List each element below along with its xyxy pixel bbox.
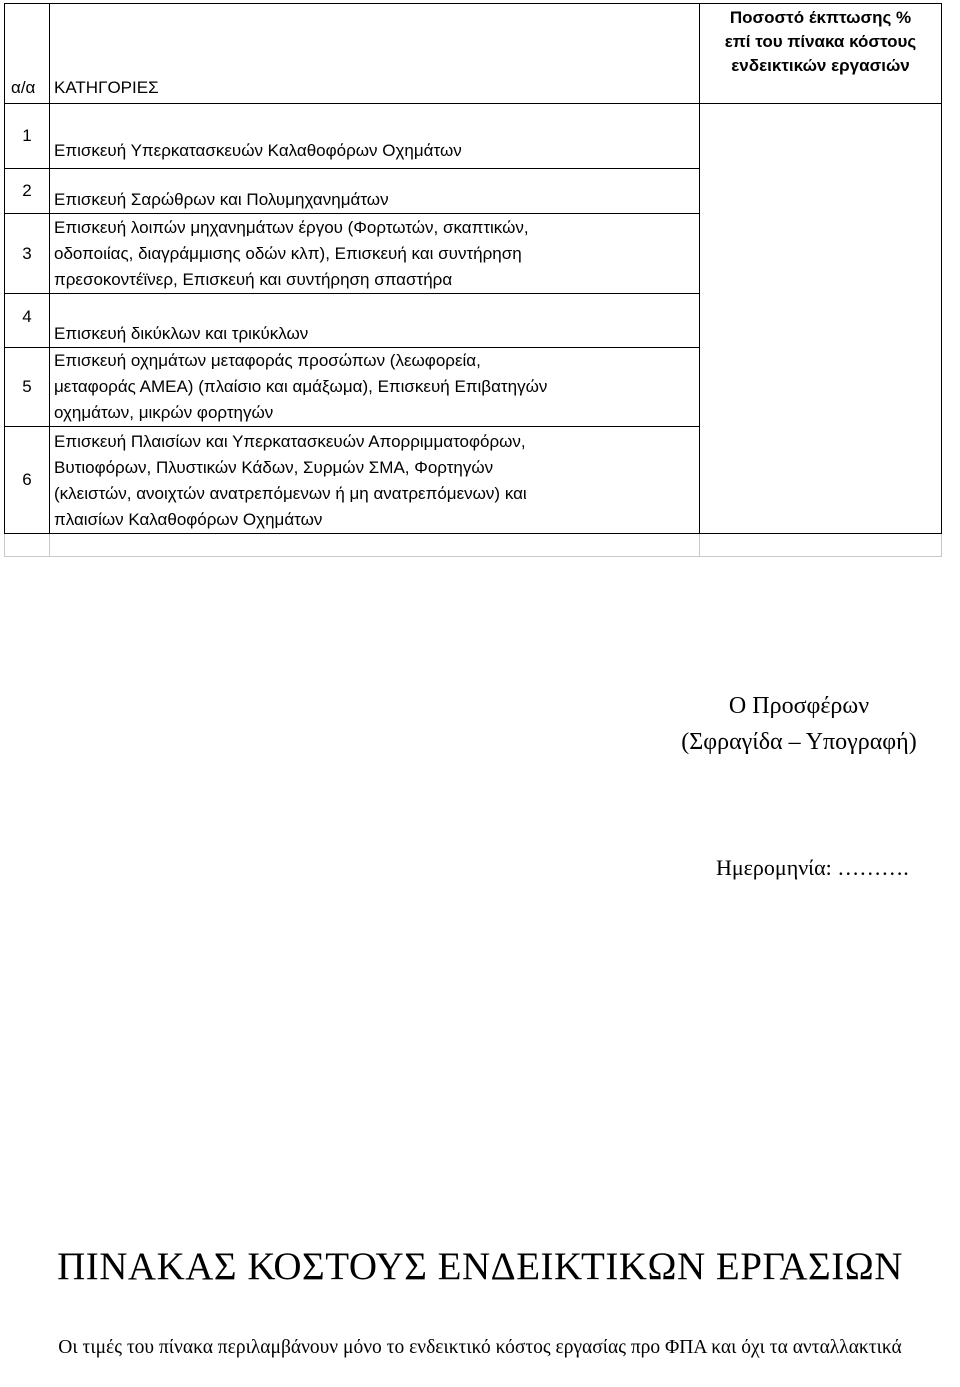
header-num: α/α [5, 4, 50, 104]
row-category [50, 104, 700, 169]
empty-cell [700, 534, 942, 557]
header-percent-line: Ποσοστό έκπτωσης % [729, 8, 912, 27]
row-category [50, 214, 700, 294]
header-percent-line: επί του πίνακα κόστους [724, 32, 917, 51]
empty-cell [50, 534, 700, 557]
row-num: 4 [5, 294, 50, 348]
table-row [5, 104, 942, 169]
row-category [50, 427, 700, 534]
category-line: μεταφοράς ΑΜΕΑ) (πλαίσιο και αμάξωμα), Επισκευή Επιβατηγών [54, 377, 548, 396]
table-header-row [5, 4, 942, 104]
category-line: Επισκευή δικύκλων και τρικύκλων [54, 324, 309, 343]
header-percent-line: ενδεικτικών εργασιών [731, 56, 910, 75]
signature-block [654, 688, 944, 760]
category-line: οδοποιίας, διαγράμμισης οδών κλπ), Επισκευή και συντήρηση [54, 244, 522, 263]
footer-note: Οι τιμές του πίνακα περιλαμβάνουν μόνο το ενδεικτικό κόστος εργασίας προ ΦΠΑ και όχι τα ανταλλακτικά [58, 1337, 902, 1358]
row-num: 5 [5, 348, 50, 427]
row-num: 3 [5, 214, 50, 294]
date-field: Ημερομηνία: ………. [716, 855, 909, 880]
category-line: οχημάτων, μικρών φορτηγών [54, 403, 274, 422]
empty-cell [5, 534, 50, 557]
row-category [50, 169, 700, 214]
stamp-signature-label: (Σφραγίδα – Υπογραφή) [681, 729, 917, 755]
category-line: πρεσοκοντέϊνερ, Επισκευή και συντήρηση σπαστήρα [54, 270, 453, 289]
header-percent [700, 4, 942, 104]
percent-cell [700, 104, 942, 534]
row-category [50, 294, 700, 348]
row-category [50, 348, 700, 427]
category-line: (κλειστών, ανοιχτών ανατρεπόμενων ή μη ανατρεπόμενων) και [54, 484, 527, 503]
row-num: 1 [5, 104, 50, 169]
category-line: Βυτιοφόρων, Πλυστικών Κάδων, Συρμών ΣΜΑ, Φορτηγών [54, 458, 494, 477]
category-line: Επισκευή Υπερκατασκευών Καλαθοφόρων Οχημάτων [54, 141, 462, 160]
categories-table [4, 3, 942, 557]
category-line: Επισκευή Πλαισίων και Υπερκατασκευών Απορριμματοφόρων, [54, 432, 526, 451]
category-line: Επισκευή λοιπών μηχανημάτων έργου (Φορτωτών, σκαπτικών, [54, 218, 529, 237]
row-num: 6 [5, 427, 50, 534]
row-num: 2 [5, 169, 50, 214]
category-line: πλαισίων Καλαθοφόρων Οχημάτων [54, 510, 323, 529]
signer-label: Ο Προσφέρων [728, 693, 870, 719]
header-category: ΚΑΤΗΓΟΡΙΕΣ [50, 4, 700, 104]
category-line: Επισκευή Σαρώθρων και Πολυμηχανημάτων [54, 190, 389, 209]
category-line: Επισκευή οχημάτων μεταφοράς προσώπων (λεωφορεία, [54, 351, 481, 370]
empty-row [5, 534, 942, 557]
page-title: ΠΙΝΑΚΑΣ ΚΟΣΤΟΥΣ ΕΝΔΕΙΚΤΙΚΩΝ ΕΡΓΑΣΙΩΝ [57, 1245, 903, 1288]
